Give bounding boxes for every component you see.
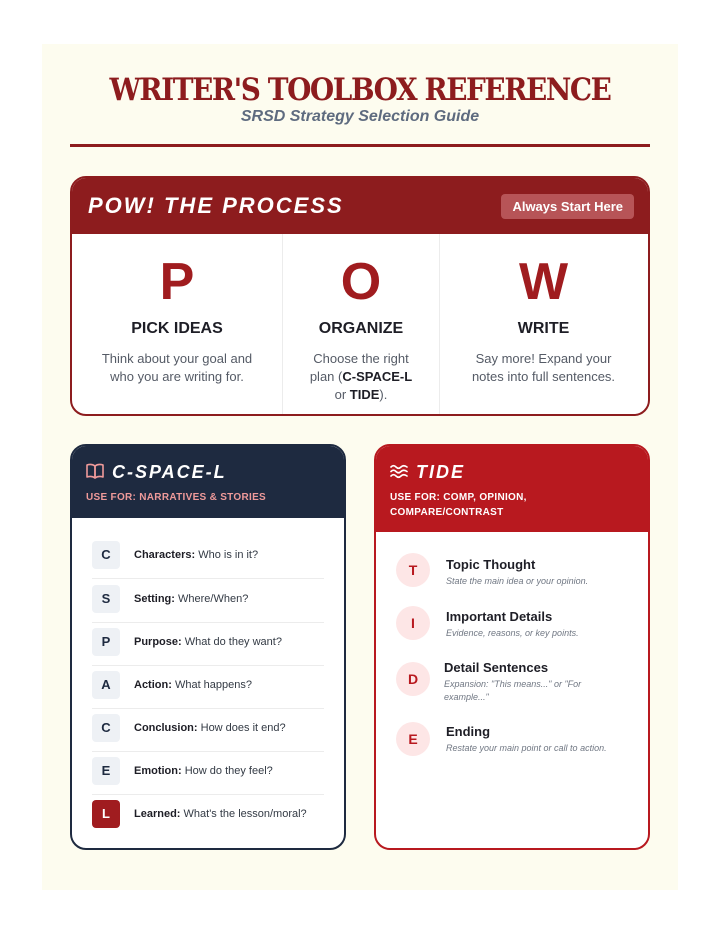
item-desc: Restate your main point or call to action.	[446, 743, 607, 753]
tide-card	[374, 444, 650, 850]
item-text	[134, 549, 258, 561]
item-name: Topic Thought	[446, 557, 536, 572]
item-desc: Evidence, reasons, or key points.	[446, 628, 579, 638]
pow-letter: O	[340, 253, 382, 311]
list-item	[92, 794, 324, 837]
pow-letter: W	[518, 253, 569, 311]
item-term: Conclusion:	[134, 722, 198, 734]
tide-header	[376, 446, 648, 532]
letter-tile: P	[92, 628, 120, 656]
item-term: Action:	[134, 679, 172, 691]
list-item	[92, 535, 324, 579]
cspace-header	[72, 446, 344, 518]
pow-step-organize	[282, 234, 440, 414]
item-text	[134, 636, 282, 648]
desc-text: ).	[379, 387, 388, 402]
item-text	[134, 679, 252, 691]
tide-use-for: USE FOR: COMP, OPINION, COMPARE/CONTRAST	[390, 492, 527, 518]
cspace-use-for: USE FOR: NARRATIVES & STORIES	[86, 492, 267, 503]
cspace-reference: C-SPACE-L	[342, 369, 413, 384]
list-item	[92, 708, 324, 752]
item-text	[134, 722, 286, 734]
item-name: Detail Sentences	[444, 660, 549, 675]
letter-circle: T	[396, 553, 430, 587]
letter-tile: E	[92, 757, 120, 785]
page-subtitle: SRSD Strategy Selection Guide	[240, 108, 480, 125]
reference-page	[42, 44, 678, 890]
pow-letter: P	[159, 253, 195, 311]
item-desc: What happens?	[171, 679, 253, 691]
desc-text: Choose the right plan (	[309, 351, 409, 384]
pow-card	[70, 176, 650, 416]
open-book-icon	[86, 463, 104, 484]
pow-step-desc: Think about your goal and who you are writing for.	[101, 351, 253, 384]
item-desc: Where/When?	[174, 593, 249, 605]
letter-tile: C	[92, 541, 120, 569]
pow-step-name: ORGANIZE	[318, 320, 404, 337]
letter-circle: D	[396, 662, 430, 696]
letter-circle: E	[396, 722, 430, 756]
pow-step-name: PICK IDEAS	[131, 320, 223, 337]
item-name: Ending	[446, 724, 491, 739]
list-item	[92, 751, 324, 795]
item-text	[134, 593, 248, 605]
letter-tile: S	[92, 585, 120, 613]
item-desc: Expansion: "This means..." or "For example..."	[444, 679, 582, 702]
item-text	[134, 808, 307, 820]
item-desc: What do they want?	[181, 636, 282, 648]
item-term: Setting:	[134, 593, 175, 605]
item-text	[134, 765, 273, 777]
tide-reference: TIDE	[349, 387, 380, 402]
pow-step-desc	[309, 350, 413, 404]
item-desc: What's the lesson/moral?	[180, 808, 307, 820]
waves-icon	[390, 463, 408, 484]
item-term: Learned:	[134, 808, 181, 820]
item-term: Purpose:	[134, 636, 182, 648]
item-desc: How does it end?	[197, 722, 286, 734]
cspace-card	[70, 444, 346, 850]
page-title: WRITER'S TOOLBOX REFERENCE	[109, 72, 611, 108]
pow-step-pick	[72, 234, 282, 414]
pow-step-name: WRITE	[517, 320, 570, 337]
item-term: Emotion:	[134, 765, 182, 777]
item-desc: How do they feel?	[181, 765, 273, 777]
item-desc: Who is in it?	[195, 549, 259, 561]
title-divider	[70, 144, 650, 147]
cspace-title: C-SPACE-L	[112, 462, 227, 482]
item-desc: State the main idea or your opinion.	[446, 576, 589, 586]
letter-tile: A	[92, 671, 120, 699]
pow-step-desc: Say more! Expand your notes into full sentences.	[471, 351, 616, 384]
list-item	[92, 622, 324, 666]
pow-title: POW! THE PROCESS	[88, 193, 344, 218]
pow-header	[72, 178, 648, 234]
letter-circle: I	[396, 606, 430, 640]
pow-step-write	[439, 234, 648, 414]
list-item	[92, 665, 324, 709]
always-start-here-badge: Always Start Here	[501, 194, 634, 219]
letter-tile: C	[92, 714, 120, 742]
item-name: Important Details	[446, 609, 553, 624]
item-term: Characters:	[134, 549, 196, 561]
desc-text: or	[334, 387, 350, 402]
tide-title: TIDE	[416, 462, 466, 482]
list-item	[92, 579, 324, 623]
letter-tile-highlighted: L	[92, 800, 120, 828]
